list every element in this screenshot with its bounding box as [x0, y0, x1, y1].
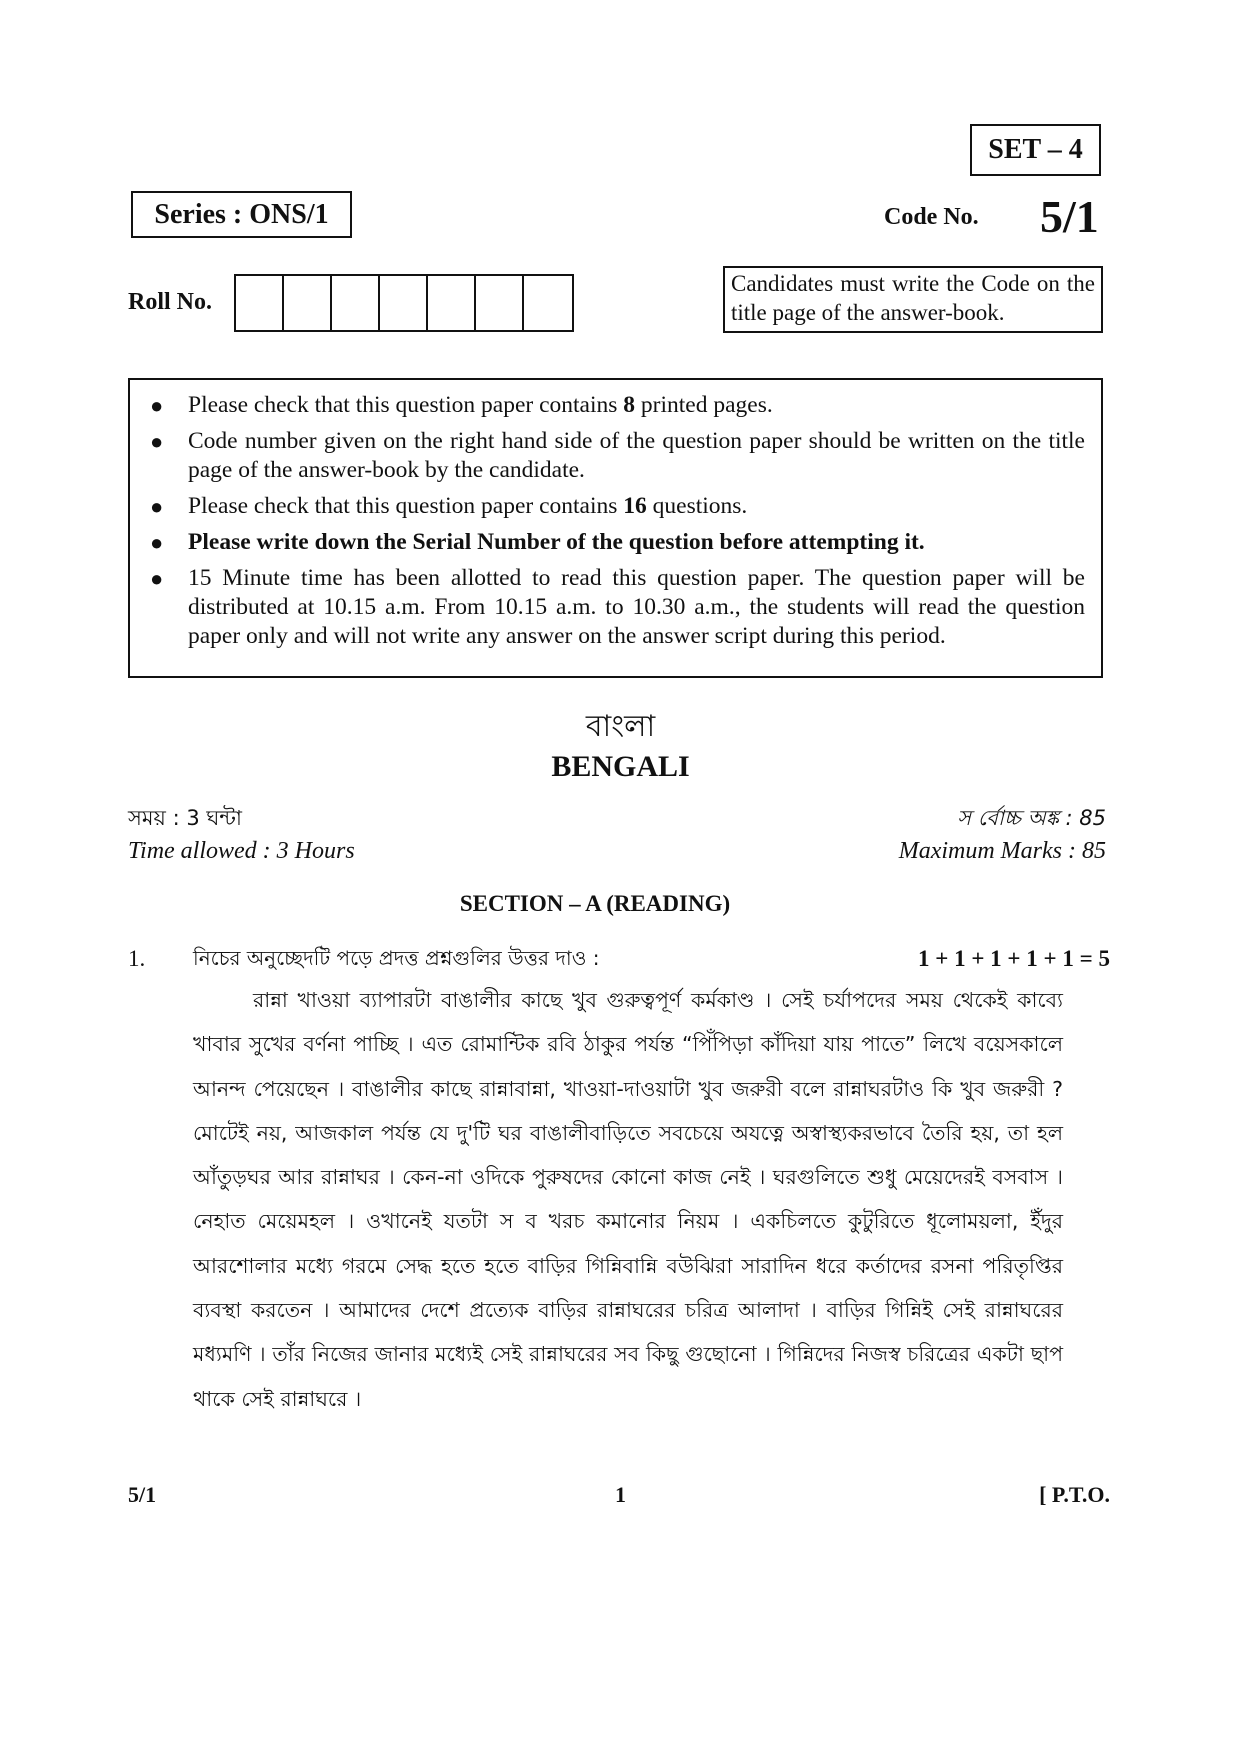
- max-marks-english: Maximum Marks : 85: [898, 838, 1106, 864]
- roll-number-cell: [380, 276, 428, 330]
- max-marks-bengali: স র্বোচ্চ অঙ্ক : 85: [957, 806, 1106, 830]
- instruction-item: [146, 492, 1085, 521]
- set-number-box: [970, 124, 1101, 176]
- section-title: SECTION – A (READING): [459, 891, 731, 916]
- instruction-item: [146, 427, 1085, 485]
- instruction-text: [188, 492, 1085, 521]
- instruction-text: [188, 391, 1085, 420]
- instruction-text-part: questions.: [646, 493, 748, 519]
- instructions-list: [130, 380, 1101, 651]
- roll-number-cell: [236, 276, 284, 330]
- instruction-item: [146, 528, 1085, 557]
- roll-number-label: Roll No.: [128, 289, 212, 315]
- roll-number-cell: [428, 276, 476, 330]
- question-prompt: নিচের অনুচ্ছেদটি পড়ে প্রদত্ত প্রশ্নগুলির উত্তর দাও :: [193, 946, 600, 970]
- code-value: 5/1: [1040, 191, 1099, 242]
- roll-number-cell: [524, 276, 572, 330]
- roll-number-cell: [332, 276, 380, 330]
- instruction-item: [146, 564, 1085, 651]
- instruction-text-part: printed pages.: [635, 392, 773, 418]
- pto-label: [ P.T.O.: [1039, 1482, 1110, 1507]
- instruction-item: [146, 391, 1085, 420]
- roll-number-cell: [476, 276, 524, 330]
- roll-number-cell: [284, 276, 332, 330]
- subject-title-english: BENGALI: [551, 750, 690, 783]
- roll-number-boxes: [234, 274, 574, 332]
- instruction-text-emphasis: 16: [623, 493, 647, 519]
- instructions-box: [128, 378, 1103, 678]
- bullet-icon: ●: [150, 393, 164, 418]
- subject-title-bengali: বাংলা: [585, 709, 656, 744]
- instruction-text-part: Please check that this question paper contains: [188, 493, 624, 519]
- instruction-text-part: Please check that this question paper contains: [188, 392, 624, 418]
- question-number: 1.: [128, 946, 146, 971]
- bullet-icon: ●: [150, 566, 164, 591]
- instruction-text: [188, 427, 1085, 485]
- instruction-text-emphasis: 8: [623, 392, 636, 418]
- reading-passage: রান্না খাওয়া ব্যাপারটা বাঙালীর কাছে খুব গুরুত্বপূর্ণ কর্মকাণ্ড । সেই চর্যাপদের সময় থেকেই কাব্যে খাবার সুখের বর্ণনা পাচ্ছি । এত রোমান্টিক রবি ঠাকুর পর্যন্ত “পিঁপিড়া কাঁদিয়া যায় পাতে” লিখে বয়েসকালে আনন্দ পেয়েছেন । বাঙালীর কাছে রান্নাবান্না, খাওয়া-দাওয়াটা খুব জরুরী বলে রান্নাঘরটাও কি খুব জরুরী ? মোটেই নয়, আজকাল পর্যন্ত যে দু'টি ঘর বাঙালীবাড়িতে সবচেয়ে অযত্নে অস্বাস্থ্যকরভাবে তৈরি হয়, তা হল আঁতুড়ঘর আর রান্নাঘর । কেন-না ওদিকে পুরুষদের কোনো কাজ নেই । ঘরগুলিতে শুধু মেয়েদেরই বসবাস । নেহাত মেয়েমহল । ওখানেই যতটা স ব খরচ কমানোর নিয়ম । একচিলতে কুটুরিতে ধূলোময়লা, ইঁদুর আরশোলার মধ্যে গরমে সেদ্ধ হতে হতে বাড়ির গিন্নিবান্নি বউঝিরা সারাদিন ধরে কর্তাদের রসনা পরিতৃপ্তির ব্যবস্থা করতেন । আমাদের দেশে প্রত্যেক বাড়ির রান্নাঘরের চরিত্র আলাদা । বাড়ির গিন্নিই সেই রান্নাঘরের মধ্যমণি । তাঁর নিজের জানার মধ্যেই সেই রান্নাঘরের সব কিছু গুছোনো । গিন্নিদের নিজস্ব চরিত্রের একটা ছাপ থাকে সেই রান্নাঘরে ।: [193, 988, 1063, 1411]
- time-allowed-english: Time allowed : 3 Hours: [128, 838, 355, 864]
- series-label: Series : ONS/1: [154, 198, 329, 230]
- instruction-text-part: Code number given on the right hand side of the question paper should be written on the title page of the answer-book by the candidate.: [188, 428, 1085, 483]
- candidate-code-note: Candidates must write the Code on the title page of the answer-book.: [723, 266, 1103, 333]
- instruction-text: [188, 564, 1085, 651]
- series-box: [131, 191, 352, 238]
- time-allowed-bengali: সময় : 3 ঘন্টা: [128, 806, 242, 830]
- instruction-text-emphasis: Please write down the Serial Number of the question before attempting it.: [188, 529, 925, 555]
- instruction-text-part: 15 Minute time has been allotted to read this question paper. The question paper will be distributed at 10.15 a.m. From 10.15 a.m. to 10.30 a.m., the students will read the question paper only and will not write any answer on the answer script during this period.: [188, 565, 1085, 649]
- set-label: SET – 4: [988, 134, 1083, 165]
- page-number: 1: [615, 1482, 626, 1507]
- bullet-icon: ●: [150, 530, 164, 555]
- question-marks: 1 + 1 + 1 + 1 + 1 = 5: [917, 946, 1110, 971]
- bullet-icon: ●: [150, 494, 164, 519]
- instruction-text: [188, 528, 1085, 557]
- footer-code: 5/1: [128, 1482, 157, 1507]
- bullet-icon: ●: [150, 429, 164, 454]
- code-label: Code No.: [884, 204, 979, 230]
